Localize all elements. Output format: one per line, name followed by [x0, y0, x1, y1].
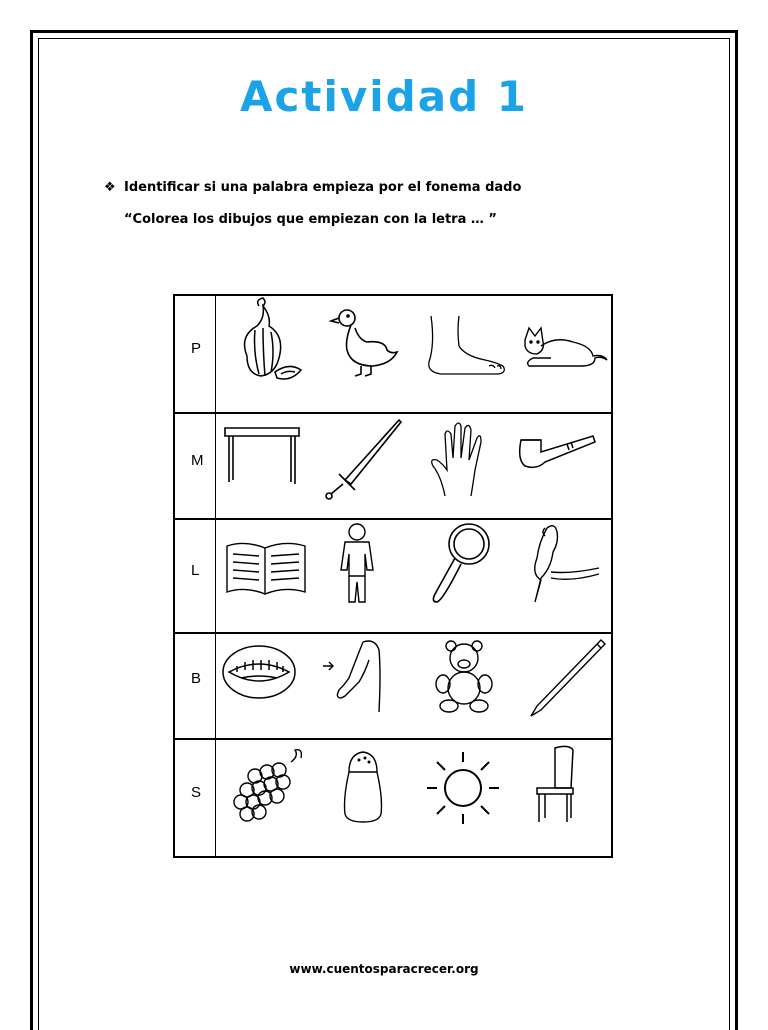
cat-icon[interactable]	[511, 296, 611, 412]
teddy-bear-icon[interactable]	[415, 632, 511, 738]
letter-cell	[175, 632, 216, 738]
letter-cell	[175, 296, 216, 412]
worksheet-row-b	[175, 632, 611, 740]
worksheet-grid	[173, 294, 613, 858]
sun-icon[interactable]	[415, 738, 511, 856]
bullet-icon: ❖	[104, 180, 116, 195]
row-letter: L	[191, 562, 200, 579]
mouth-icon[interactable]	[219, 632, 315, 738]
worksheet-row-s	[175, 738, 611, 856]
worksheet-row-l	[175, 518, 611, 634]
salt-shaker-icon[interactable]	[315, 738, 415, 856]
table-icon[interactable]	[219, 412, 315, 518]
footer-url: www.cuentosparacrecer.org	[289, 962, 479, 976]
grapes-icon[interactable]	[219, 738, 315, 856]
pipe-icon[interactable]	[511, 412, 611, 518]
row-letter: S	[191, 784, 202, 801]
boy-icon[interactable]	[315, 518, 415, 632]
letter-cell	[175, 518, 216, 632]
row-letter: M	[191, 452, 204, 469]
magnifier-icon[interactable]	[415, 518, 511, 632]
parrot-icon[interactable]	[511, 518, 611, 632]
hand-icon[interactable]	[415, 412, 511, 518]
onion-icon[interactable]	[219, 296, 315, 412]
row-letter: P	[191, 340, 202, 357]
book-icon[interactable]	[219, 518, 315, 632]
page-title: Actividad 1	[240, 72, 528, 121]
chair-icon[interactable]	[511, 738, 611, 856]
instruction-line-2: “Colorea los dibujos que empiezan con la letra … ”	[124, 212, 497, 227]
worksheet-row-m	[175, 412, 611, 520]
duck-icon[interactable]	[315, 296, 415, 412]
letter-cell	[175, 738, 216, 856]
instruction-line-1	[104, 180, 521, 195]
letter-cell	[175, 412, 216, 518]
row-letter: B	[191, 670, 202, 687]
pencil-icon[interactable]	[511, 632, 611, 738]
worksheet-row-p	[175, 296, 611, 414]
arm-icon[interactable]	[315, 632, 415, 738]
foot-icon[interactable]	[415, 296, 511, 412]
sword-icon[interactable]	[315, 412, 415, 518]
instruction-text-1: Identificar si una palabra empieza por el fonema dado	[124, 180, 522, 195]
